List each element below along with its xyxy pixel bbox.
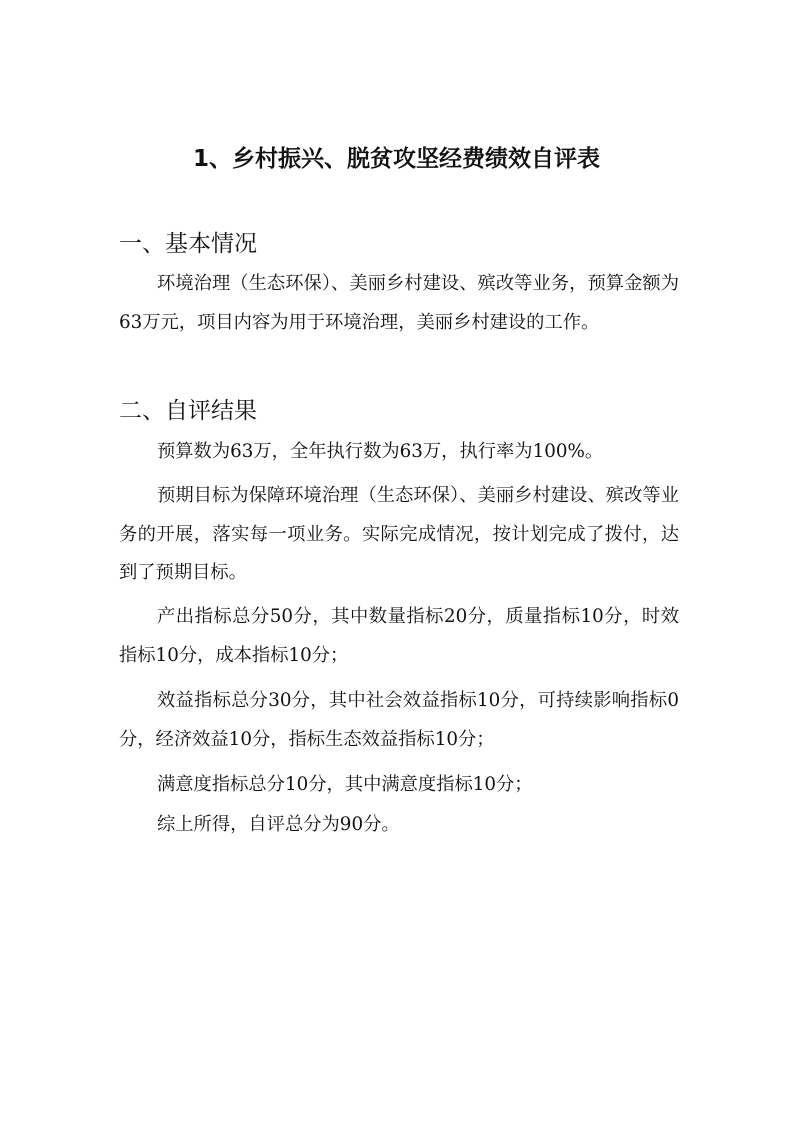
section-heading-self-evaluation: 二、自评结果 (119, 398, 257, 424)
paragraph-expected-goals: 预期目标为保障环境治理（生态环保）、美丽乡村建设、殡改等业务的开展，落实每一项业务。实际完成情况，按计划完成了拨付，达到了预期目标。 (119, 485, 679, 583)
paragraph-benefit-indicators: 效益指标总分30分，其中社会效益指标10分，可持续影响指标0分，经济效益10分，指标生态效益指标10分； (119, 690, 679, 750)
paragraph-satisfaction-indicators: 满意度指标总分10分，其中满意度指标10分； (157, 774, 533, 795)
paragraph-output-indicators: 产出指标总分50分，其中数量指标20分，质量指标10分，时效指标10分，成本指标10分； (119, 606, 679, 666)
paragraph-budget-execution: 预算数为63万，全年执行数为63万，执行率为100%。 (157, 441, 604, 462)
paragraph-total-score: 综上所得，自评总分为90分。 (157, 814, 400, 835)
document-title: 1、乡村振兴、脱贫攻坚经费绩效自评表 (192, 146, 600, 172)
paragraph-basic-info: 环境治理（生态环保）、美丽乡村建设、殡改等业务，预算金额为63万元，项目内容为用于环境治理，美丽乡村建设的工作。 (119, 273, 679, 333)
section-heading-basic-info: 一、基本情况 (119, 231, 257, 257)
